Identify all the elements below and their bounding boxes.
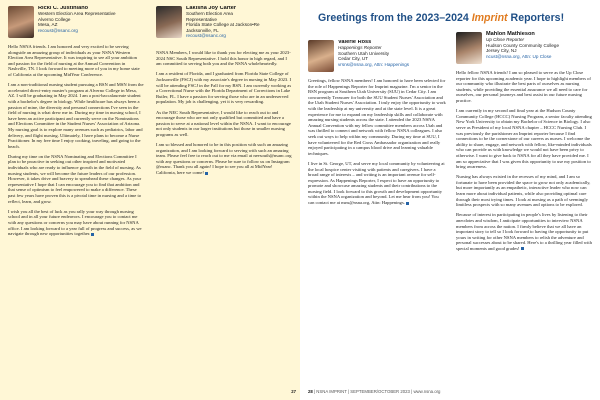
paragraph: Nursing has always existed in the recesses of my mind, and I am so fortunate to have been provided the space to grow not only academically, but more importantly as an empathetic, interactive leader who now can learn more about individual patients, while also providing optimal care through their most trying times. I look at nursing as a path of seemingly limitless prospects with so many avenues and options to be explored. — [456, 174, 591, 208]
paragraph: Because of interest in participating in people's lives by listening to their anecdotes and wisdom, I anticipate opportunities to interview NSNA members from across the nation. I firmly believe that we all have an important story to tell so I look forward to having the opportunity to put yours in writing for other NSNA members to relish the adventure and personal successes about to be shared. Here's to a thrilling year filled with special moments and good grades! — [456, 212, 592, 251]
paragraph: Hello NSNA friends. I am honored and very excited to be serving alongside an amazing group of individuals as your NSNA Western Election Area Representative. It was inspiring to see all your ambition and passion for the field of nursing at the Annual Convention in Nashville, TN. I look forward to meeting more of you in my home state of California at the upcoming MidYear Conference. — [8, 44, 140, 77]
reporter-email[interactable]: recoust@nsanc.org — [38, 27, 78, 33]
article-body — [456, 70, 594, 252]
publication-name: NSNA IMPRINT — [316, 389, 347, 394]
reporter-location: Cedar City, UT — [338, 56, 369, 62]
paragraph: During my time on the NSNA Nominating and Elections Committee I plan to be proactive in seeking out other inspired and motivated individuals who are ready to influence growth in the field of nursing. As nursing students, we will become the future leaders of our profession. However, it takes drive and bravery to spearhead these changes. As your representative I hope that I can encourage you to find that ambition and that sense of optimism to feel empowered to make a difference. These past few years have proven this is a pivotal time in nursing and a time to reflect, learn, and grow. — [8, 153, 142, 204]
reporter-email[interactable]: vrsns@nsna.org, Attn: Happenings — [338, 61, 410, 67]
article-body — [308, 78, 446, 206]
reporter-role: Southern Election Area — [186, 11, 233, 17]
paragraph: As the NEC South Representative, I would like to reach out to and encourage those who are not only qualified but committed and have a passion to serve at a national level within the NSNA. I want to encourage not only students in our larger institutions but those in smaller nursing programs as well. — [156, 109, 291, 137]
article-body — [8, 44, 144, 237]
reporter-header — [8, 6, 144, 44]
paragraph: I live in St. George, UT, and serve my local community by volunteering at the local hospice center visiting with patients and caregivers. I have a broad range of interests – and writing is an important avenue for self-expression. As Happenings Reporter, I expect to have an opportunity to promote and showcase amazing students and their contributions to the nursing field. I look forward to this growth and development opportunity within the NSNA organization and beyond. Let me hear from you! You can contact me at nsns@nsna.org, Attn: Happenings. — [308, 160, 445, 206]
reporter-school: Florida State College at Jackson•Re — [186, 22, 260, 28]
page-number: 28 — [308, 389, 313, 394]
reporter-name: Ricki C. Justiniano — [38, 6, 89, 11]
reporter-meta — [186, 6, 292, 39]
end-mark-icon — [91, 233, 94, 236]
reporter-school: Southern Utah University — [338, 50, 390, 56]
reporter-role: Up Close Reporter — [486, 37, 525, 43]
website-link[interactable]: www.nsna.org — [413, 389, 441, 394]
reporter-school: Alverno College — [38, 16, 71, 22]
reporter-photo — [156, 6, 182, 38]
reporter-photo — [308, 40, 334, 72]
page-footer-right: 28 | NSNA IMPRINT | SEPTEMBER/OCTOBER 2023 | www.nsna.org — [308, 389, 441, 394]
reporter-meta — [38, 6, 144, 33]
reporter-photo — [456, 32, 482, 64]
reporter-column-3 — [308, 40, 446, 210]
reporter-header — [156, 6, 292, 44]
reporter-column-2 — [156, 6, 292, 180]
end-mark-icon — [205, 172, 208, 175]
article-body — [156, 50, 292, 176]
end-mark-icon — [406, 202, 409, 205]
reporter-header — [456, 32, 594, 70]
paragraph: I am a non-traditional nursing student pursuing a BSN and MSN from the accelerated direct-entry master's program at Alverno College in Mesa, AZ. I will be graduating in May 2024. I am a post-baccalaureate student with a bachelor's degree in biology. While healthcare has always been a passion of mine, the diversity and personal connections I've seen in the field of nursing is what drew me in. During my time in nursing school, I have been an active participant and currently serve on the Nominations and Elections Committee in the Student Nurses' Association of Arizona. My nursing goal is to explore many avenues such as pediatrics, labor and delivery, and flight nursing. Ultimately, I have plans to become a Nurse Practitioner. In my free time I enjoy cooking, traveling, and going to the beach. — [8, 82, 144, 149]
reporter-name: Lakisha Joy Carter — [186, 6, 237, 11]
end-mark-icon — [521, 247, 524, 250]
reporter-meta — [338, 40, 446, 67]
paragraph: Greetings, fellow NSNA members! I am honored to have been selected for the role of Happenings Reporter for Imprint magazine. I'm a senior in the BSN program at Southern Utah University (SUU) in Cedar City. I am concurrently Treasurer for both the SUU Student Nurses' Association and the Utah Student Nurses' Association. I truly enjoy the opportunity to work with the leadership at my university and at the state level. It is a great experience for me to expand on my leadership skills and collaborate with amazing nursing students across the state. I attended the 2023 NSNA Annual Convention with my fellow committee members across Utah and was thrilled to connect and network with fellow NSNA colleagues. I also seek out ways to help within my community. During my time at SUU, I have volunteered for the Red Cross Ambassador organization and really enjoyed participating in a campus blood drive and learning valuable techniques. — [308, 78, 446, 156]
issue-date: SEPTEMBER/OCTOBER 2023 — [350, 389, 410, 394]
reporter-name: Mahlon Mathieson — [486, 31, 535, 37]
page-footer-left — [291, 389, 296, 394]
page-number: 27 — [291, 389, 296, 394]
paragraph: NSNA Members, I would like to thank you for electing me as your 2023-2024 NSC South Representative. I hold this honor in high regard, and I am committed to serving both you and the NSNA wholeheartedly. — [156, 50, 291, 67]
reporter-column-4 — [456, 6, 594, 256]
reporter-meta — [486, 31, 594, 59]
reporter-location: Mesa, AZ — [38, 22, 58, 28]
reporter-photo — [8, 6, 34, 38]
right-page — [300, 0, 600, 400]
reporter-role-cont: Representative — [186, 16, 217, 22]
paragraph: Hello fellow NSNA friends! I am so pleased to serve as the Up Close reporter for this upcoming academic year. I hope to highlight members of our community who illustrate the best parts of ourselves as nursing students, while providing the essential assurance we all need to care for ourselves, our personal journeys and best assist in our future nursing practice. — [456, 70, 591, 103]
reporter-email[interactable]: ncust@nsna.org, Attn: Up Close — [486, 53, 552, 59]
reporter-name: Valerie Ross — [338, 40, 372, 45]
banner-title: Greetings from the 2023–2024 Imprint Reporters! — [318, 12, 565, 24]
paragraph: I am a resident of Florida, and I graduated from Florida State College of Jacksonville (FSCJ) with my associate's degree in nursing in May 2023. I will be attending FSCJ in the Fall for my BSN. I am currently working as a Correctional Nurse with the Florida Department of Corrections in Lake Butler, FL. I have a passion for serving those who are in an underserved population. My job is challenging, yet it is very rewarding. — [156, 71, 292, 105]
reporter-location: Jersey City, NJ — [486, 48, 517, 54]
paragraph: I am so blessed and honored to be in this position with such an amazing organization, and I am looking forward to serving with such an amazing team. Please feel free to reach out to me via email at neesouth@nsanc.org with any questions or concerns. Please be sure to follow us on Instagram @nsanc. Thank you all again! I hope to see you all at MidYear! California, here we come! — [156, 142, 292, 176]
reporter-location: Jacksonville, FL — [186, 27, 219, 33]
reporter-school: Hudson County Community College — [486, 42, 560, 48]
paragraph: I am currently in my second and final year at the Hudson County Community College (HCCC) Nursing Program, a senior faculty attending New York University to obtain my Bachelor of Science in Biology. I also serve as President of my local NSNA chapter – HCCC Nursing Club. I was previously the parishioner an Imprint reporter because I find connections to be the cornerstone of our careers as nurses. I welcome the ability to share, engage, and network with fellow, like-minded individuals who can provide us with knowledge we would not have been privy to otherwise. I want to give back to NSNA for all they have provided me. I am so appreciative that I was given this opportunity to use my position to bring awareness. — [456, 108, 592, 170]
paragraph: I wish you all the best of luck as you rally your way through nursing school and in all your future endeavors. I encourage you to contact me with any questions or concerns you may have about running for NSNA office. I am looking forward to a year full of progress and success, as we navigate through new opportunities together. — [8, 208, 142, 237]
reporter-email[interactable]: recoust@nsanc.org — [186, 33, 226, 39]
reporter-header — [308, 40, 446, 78]
reporter-column-1 — [8, 6, 144, 241]
reporter-role: Western Election Area Representative — [38, 11, 116, 17]
reporter-role: Happenings Reporter — [338, 45, 382, 51]
